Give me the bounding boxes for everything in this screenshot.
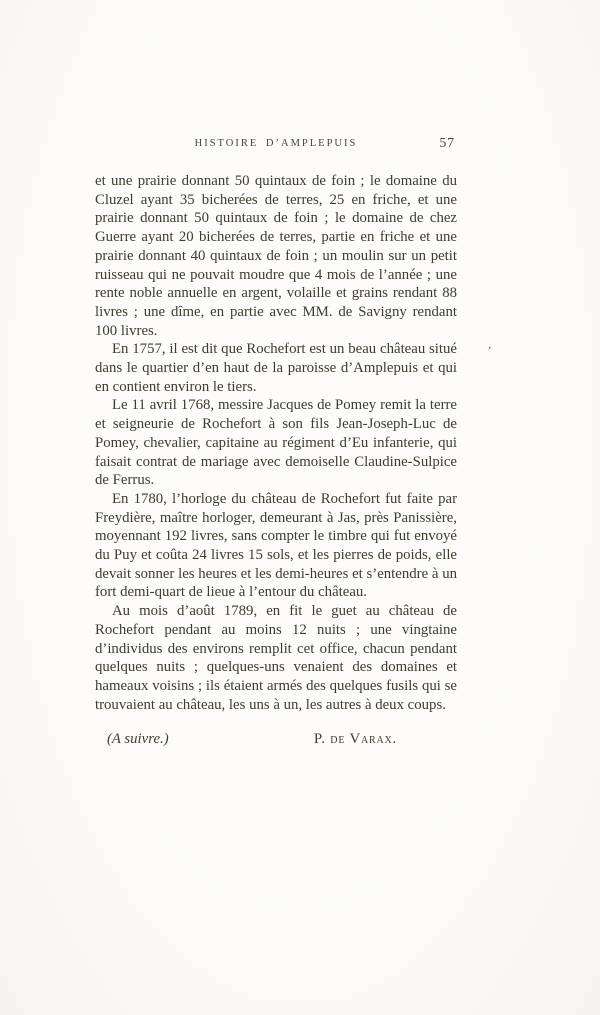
body-paragraph: En 1780, l’horloge du château de Rochefort fut faite par Freydière, maître horloger, demeurant à Jas, près Panissière, moyennant 192 livres, sans compter le timbre qui fut envoyé du Puy et coûta 24 livres 15 sols, et les pierres de poids, elle devait sonner les heures et les demi-heures et s’entendre à un fort demi-quart de lieue à l’entour du château. xyxy=(95,490,457,601)
body-paragraph: En 1757, il est dit que Rochefort est un beau château situé dans le quartier d’en haut de la paroisse d’Amplepuis et qui en contient environ le tiers. xyxy=(95,341,457,395)
continuation-note: (A suivre.) xyxy=(107,731,169,748)
running-header xyxy=(95,135,457,156)
page-number: 57 xyxy=(439,135,455,150)
body-text xyxy=(95,172,457,714)
body-paragraph: Le 11 avril 1768, messire Jacques de Pomey remit la terre et seigneurie de Rochefort à son fils Jean-Joseph-Luc de Pomey, chevalier, capitaine au régiment d’Eu infanterie, qui faisait contrat de mariage avec demoiselle Claudine-Sulpice de Ferrus. xyxy=(95,397,457,489)
body-paragraph: et une prairie donnant 50 quintaux de foin ; le domaine du Cluzel ayant 35 bicherées de terres, 25 en friche, et une prairie donnant 50 quintaux de foin ; le domaine de chez Guerre ayant 20 bicherées de terres, partie en friche et une prairie donnant 40 quintaux de foin ; un moulin sur un petit ruisseau qui ne pouvait moudre que 4 mois de l’année ; une rente noble annuelle en argent, volaille et grains rendant 88 livres ; une dîme, en partie avec MM. de Savigny rendant 100 livres. xyxy=(95,173,457,339)
text-block xyxy=(95,135,457,748)
author-signature: P. de Varax. xyxy=(313,731,397,748)
footer-line xyxy=(95,731,457,748)
running-header-title: HISTOIRE D’AMPLEPUIS xyxy=(194,138,358,149)
body-paragraph: Au mois d’août 1789, en fit le guet au château de Rochefort pendant au moins 12 nuits ; une vingtaine d’individus des environs remplit cet office, chacun pendant quelques nuits ; quelques-uns venaient des domaines et hameaux voisins ; ils étaient armés des quelques fusils qui se trouvaient au château, les uns à un, les autres à deux coups. xyxy=(95,603,457,713)
ink-speck: ’ xyxy=(485,344,493,358)
